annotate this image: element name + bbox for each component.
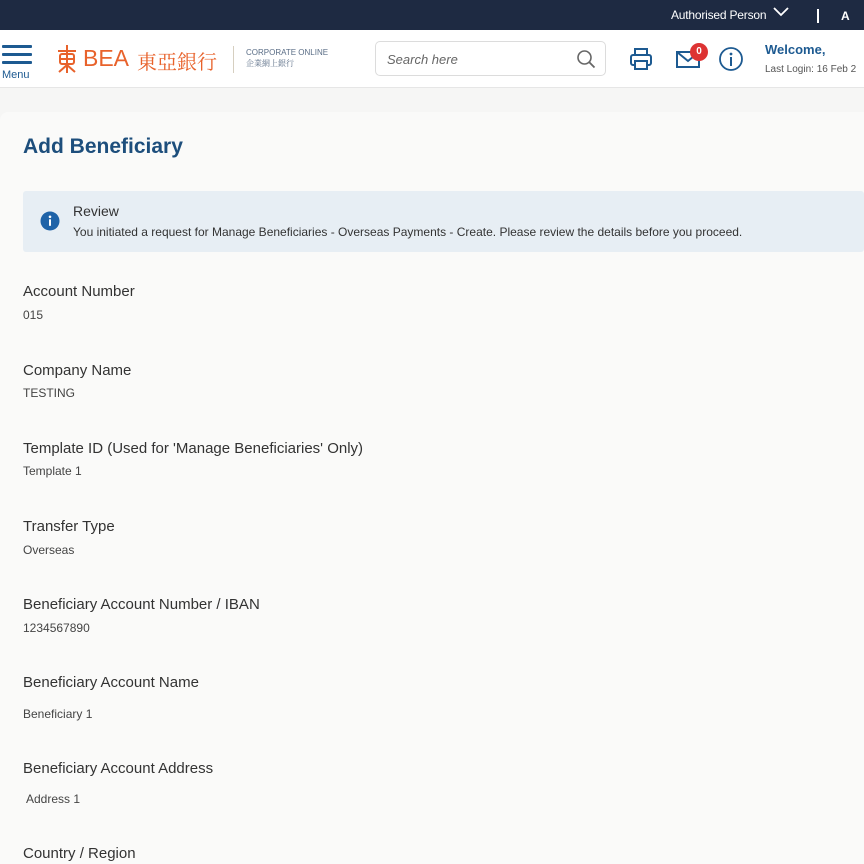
field-value-template-id: Template 1 bbox=[23, 464, 82, 478]
bank-logo[interactable] bbox=[56, 43, 222, 77]
field-label-beneficiary-account-name: Beneficiary Account Name bbox=[23, 674, 199, 691]
page-title: Add Beneficiary bbox=[23, 135, 183, 158]
review-heading: Review bbox=[73, 203, 119, 219]
field-label-company-name: Company Name bbox=[23, 362, 132, 379]
product-name bbox=[246, 47, 328, 69]
menu-button[interactable] bbox=[0, 42, 34, 82]
logo-divider bbox=[233, 46, 234, 73]
field-label-beneficiary-account-number: Beneficiary Account Number / IBAN bbox=[23, 596, 260, 613]
welcome-text: Welcome, bbox=[765, 42, 826, 57]
chevron-down-icon[interactable] bbox=[773, 6, 789, 18]
field-label-country-region: Country / Region bbox=[23, 845, 136, 862]
language-toggle[interactable]: A bbox=[841, 9, 850, 23]
field-value-account-number: 015 bbox=[23, 308, 44, 322]
field-value-beneficiary-account-number: 1234567890 bbox=[23, 621, 90, 635]
review-banner bbox=[23, 191, 864, 252]
topbar-divider bbox=[817, 9, 819, 23]
search-input[interactable] bbox=[387, 50, 567, 68]
hamburger-icon-bar bbox=[2, 53, 32, 56]
search-icon[interactable] bbox=[576, 49, 596, 69]
printer-icon[interactable] bbox=[628, 46, 654, 72]
field-value-transfer-type: Overseas bbox=[23, 543, 75, 557]
hamburger-icon-bar bbox=[2, 61, 32, 64]
field-label-beneficiary-account-address: Beneficiary Account Address bbox=[23, 760, 214, 777]
review-message: You initiated a request for Manage Beneficiaries - Overseas Payments - Create. Please review the details before you proceed. bbox=[73, 225, 743, 239]
field-label-account-number: Account Number bbox=[23, 283, 135, 300]
app-header bbox=[0, 30, 864, 88]
search-box[interactable] bbox=[375, 41, 606, 76]
role-selector-label[interactable]: Authorised Person bbox=[671, 8, 767, 22]
field-label-template-id: Template ID (Used for 'Manage Beneficiaries' Only) bbox=[23, 440, 364, 457]
field-label-transfer-type: Transfer Type bbox=[23, 518, 115, 535]
bea-emblem-icon bbox=[56, 44, 78, 74]
field-value-company-name: TESTING bbox=[23, 386, 76, 400]
product-name-en: CORPORATE ONLINE bbox=[246, 48, 329, 57]
mail-count-badge: 0 bbox=[690, 43, 708, 61]
top-bar bbox=[0, 0, 864, 30]
menu-label: Menu bbox=[2, 69, 30, 81]
info-circle-icon bbox=[40, 211, 60, 231]
product-name-cjk: 企業網上銀行 bbox=[246, 59, 294, 68]
last-login-text: Last Login: 16 Feb 2 bbox=[765, 64, 857, 75]
bank-name-en: BEA bbox=[83, 45, 130, 71]
field-value-beneficiary-account-name: Beneficiary 1 bbox=[23, 707, 93, 721]
bank-name-cjk: 東亞銀行 bbox=[137, 52, 217, 74]
hamburger-icon bbox=[2, 45, 32, 48]
info-icon[interactable] bbox=[718, 46, 744, 72]
field-value-beneficiary-account-address: Address 1 bbox=[26, 792, 81, 806]
